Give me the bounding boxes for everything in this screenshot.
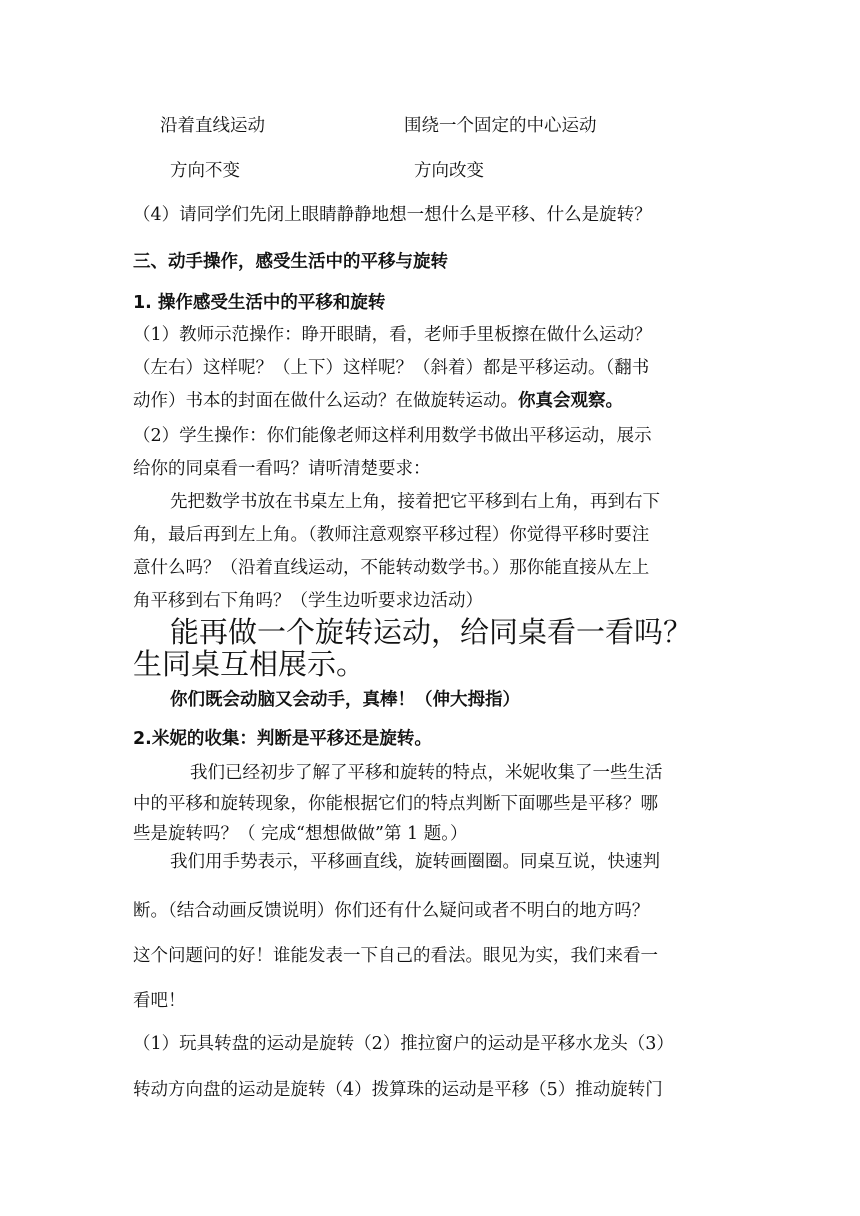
rotation-direction-text: 方向改变 <box>414 161 484 181</box>
paragraph-line: （1）教师示范操作：睁开眼睛，看，老师手里板擦在做什么运动？ <box>133 325 652 345</box>
paragraph-line: 些是旋转吗？（ 完成“想想做做”第 1 题。） <box>133 824 468 844</box>
translation-direction-text: 方向不变 <box>170 161 240 181</box>
praise-bold-text: 你真会观察。 <box>518 391 623 411</box>
paragraph-line: 意什么吗？（沿着直线运动，不能转动数学书。）那你能直接从左上 <box>133 558 650 578</box>
paragraph-line: （1）玩具转盘的运动是旋转（2）推拉窗户的运动是平移水龙头（3） <box>133 1034 674 1054</box>
paragraph-line: 我们已经初步了解了平移和旋转的特点，米妮收集了一些生活 <box>190 763 663 783</box>
paragraph-line: 角平移到右下角吗？（学生边听要求边活动） <box>133 591 483 611</box>
subsection-2-heading: 2.米妮的收集：判断是平移还是旋转。 <box>133 729 432 749</box>
large-text-line: 能再做一个旋转运动，给同桌看一看吗？ <box>170 615 693 649</box>
paragraph-line: 给你的同桌看一看吗？请听清楚要求： <box>133 459 431 479</box>
paragraph-line: （左右）这样呢？（上下）这样呢？（斜着）都是平移运动。（翻书 <box>133 358 650 378</box>
paragraph-line: 转动方向盘的运动是旋转（4）拨算珠的运动是平移（5）推动旋转门 <box>133 1080 663 1100</box>
section-3-heading: 三、动手操作，感受生活中的平移与旋转 <box>133 252 448 272</box>
paragraph-line: 中的平移和旋转现象，你能根据它们的特点判断下面哪些是平移？哪 <box>133 794 658 814</box>
paragraph-text: 动作）书本的封面在做什么运动？在做旋转运动。 <box>133 391 518 411</box>
paragraph-line: 看吧！ <box>133 991 186 1011</box>
translation-motion-text: 沿着直线运动 <box>160 116 265 136</box>
large-text-line: 生同桌互相展示。 <box>133 647 366 681</box>
praise-text: 你们既会动脑又会动手，真棒！（伸大拇指） <box>170 690 520 710</box>
paragraph-line <box>133 393 623 411</box>
paragraph-line: （2）学生操作：你们能像老师这样利用数学书做出平移运动，展示 <box>133 426 652 446</box>
paragraph-line: 先把数学书放在书桌左上角，接着把它平移到右上角，再到右下 <box>170 492 660 512</box>
paragraph-line: 角，最后再到左上角。（教师注意观察平移过程）你觉得平移时要注 <box>133 525 650 545</box>
paragraph-line: 这个问题问的好！谁能发表一下自己的看法。眼见为实，我们来看一 <box>133 946 658 966</box>
subsection-1-heading: 1. 操作感受生活中的平移和旋转 <box>133 293 386 313</box>
rotation-motion-text: 围绕一个固定的中心运动 <box>404 116 597 136</box>
step-4-text: （4）请同学们先闭上眼睛静静地想一想什么是平移、什么是旋转？ <box>133 205 652 225</box>
paragraph-line: 我们用手势表示，平移画直线，旋转画圈圈。同桌互说，快速判 <box>170 852 660 872</box>
paragraph-line: 断。（结合动画反馈说明）你们还有什么疑问或者不明白的地方吗？ <box>133 901 650 921</box>
